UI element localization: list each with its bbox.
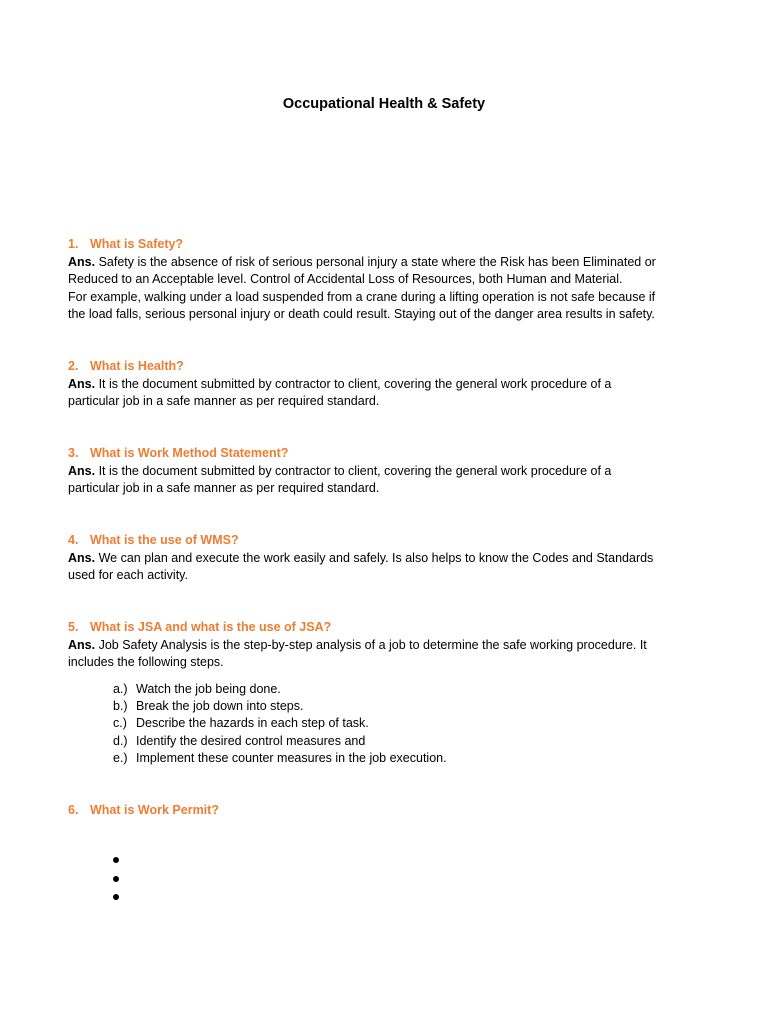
bullet-icon <box>113 876 119 882</box>
question-block-6 <box>68 802 678 820</box>
bullet-icon <box>113 857 119 863</box>
question-number: 2. <box>68 359 79 373</box>
question-number: 1. <box>68 237 79 251</box>
list-item <box>113 681 447 698</box>
answer-text: It is the document submitted by contractor to client, covering the general work procedure of a <box>98 376 612 391</box>
question-block-5 <box>68 619 678 672</box>
question-heading <box>68 619 678 637</box>
question-number: 6. <box>68 803 79 817</box>
answer-text: Safety is the absence of risk of serious personal injury a state where the Risk has been Eliminated or <box>98 254 656 269</box>
question-number: 4. <box>68 533 79 547</box>
question-heading <box>68 445 678 463</box>
step-label: a.) <box>113 682 128 696</box>
bullet-icon <box>113 894 119 900</box>
step-text: Describe the hazards in each step of task. <box>136 716 369 731</box>
question-number: 3. <box>68 446 79 460</box>
step-label: d.) <box>113 733 128 748</box>
step-label: c.) <box>113 716 127 731</box>
answer-line <box>68 637 678 655</box>
question-text: What is Safety? <box>90 237 184 251</box>
answer-line: particular job in a safe manner as per required standard. <box>68 481 380 495</box>
question-text: What is Health? <box>90 359 184 373</box>
step-text: Break the job down into steps. <box>136 699 304 714</box>
answer <box>68 254 678 324</box>
answer-text: We can plan and execute the work easily and safely. Is also helps to know the Codes and Standards <box>98 550 654 565</box>
question-heading <box>68 358 678 376</box>
answer-line <box>68 376 678 394</box>
question-heading <box>68 236 678 254</box>
list-item <box>113 715 447 732</box>
answer-line <box>68 254 678 272</box>
question-text: What is JSA and what is the use of JSA? <box>90 620 332 634</box>
question-block-2 <box>68 358 678 411</box>
answer-line: Reduced to an Acceptable level. Control of Accidental Loss of Resources, both Human and Material. <box>68 272 623 286</box>
question-block-1 <box>68 236 678 324</box>
answer-text: Job Safety Analysis is the step-by-step analysis of a job to determine the safe working procedure. It <box>98 637 647 652</box>
answer-line: the load falls, serious personal injury or death could result. Staying out of the danger area results in safety. <box>68 307 655 321</box>
step-text: Watch the job being done. <box>136 682 281 696</box>
page-title: Occupational Health & Safety <box>282 96 486 112</box>
empty-bullet-list <box>113 857 119 913</box>
question-heading <box>68 532 678 550</box>
answer-line: used for each activity. <box>68 568 188 582</box>
question-heading <box>68 802 678 820</box>
question-text: What is Work Method Statement? <box>90 446 289 460</box>
answer <box>68 463 678 498</box>
question-number: 5. <box>68 620 79 634</box>
jsa-steps-list <box>113 681 447 767</box>
question-block-3 <box>68 445 678 498</box>
answer-line <box>68 463 678 481</box>
answer-line: includes the following steps. <box>68 655 224 669</box>
ans-label: Ans. <box>68 376 96 391</box>
question-text: What is Work Permit? <box>90 803 219 817</box>
answer-line: particular job in a safe manner as per required standard. <box>68 394 380 408</box>
answer-line <box>68 550 678 568</box>
ans-label: Ans. <box>68 463 96 478</box>
answer <box>68 376 678 411</box>
answer-text: It is the document submitted by contractor to client, covering the general work procedure of a <box>98 463 612 478</box>
answer <box>68 550 678 585</box>
answer <box>68 637 678 672</box>
step-label: b.) <box>113 699 128 714</box>
answer-line: For example, walking under a load suspended from a crane during a lifting operation is not safe because if <box>68 289 656 304</box>
ans-label: Ans. <box>68 550 96 565</box>
list-item <box>113 733 447 750</box>
question-text: What is the use of WMS? <box>90 533 239 547</box>
list-item <box>113 698 447 715</box>
list-item <box>113 750 447 767</box>
ans-label: Ans. <box>68 254 96 269</box>
ans-label: Ans. <box>68 637 96 652</box>
step-text: Implement these counter measures in the job execution. <box>136 750 447 765</box>
step-text: Identify the desired control measures and <box>136 733 366 748</box>
step-label: e.) <box>113 750 128 765</box>
question-block-4 <box>68 532 678 585</box>
